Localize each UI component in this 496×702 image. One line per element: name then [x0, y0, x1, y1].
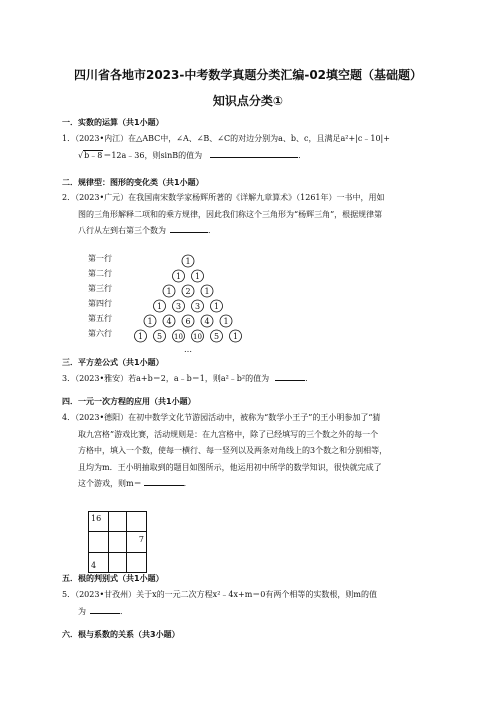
question-3-line-1: [62, 371, 434, 388]
question-2-end: ．: [208, 226, 216, 235]
question-5-line-2: [62, 604, 434, 621]
question-1: [62, 131, 434, 164]
triangle-node-value: 3: [194, 301, 201, 311]
question-4-line-3: 方格中，填入一个数，使每一横行、每一竖列以及两条对角线上的3个数之和分别相等，: [78, 446, 388, 455]
question-5: [62, 587, 434, 620]
answer-blank-4[interactable]: [144, 476, 184, 486]
question-1-end: ．: [298, 150, 307, 160]
grid-cell-1-3: [127, 512, 147, 532]
question-2: [62, 190, 434, 240]
question-5-line-1: 5．（2023•甘孜州）关于x的一元二次方程x²﹣4x+m＝0有两个相等的实数根，则m的值: [62, 590, 377, 599]
question-4-line-4: 且均为m．王小明抽取到的题目如图所示，他运用初中所学的数学知识，很快就完成了: [78, 462, 382, 472]
grid-cell-2-2: [109, 532, 127, 553]
triangle-node-value: 1: [156, 301, 163, 311]
section-heading-5: 五．根的判别式（共1小题）: [62, 574, 164, 583]
question-2-line-3-text: 八行从左到右第三个数为: [78, 226, 166, 235]
question-2-line-2: 图的三角形解释二项和的乘方规律，因此我们称这个三角形为“杨辉三角”，根据规律第: [78, 209, 383, 219]
triangle-node-value: 3: [175, 301, 182, 311]
question-3-text: 3．（2023•雅安）若a+b＝2，a﹣b＝1，则a²﹣b²的值为: [62, 374, 270, 383]
triangle-node-value: 5: [156, 331, 163, 341]
question-2-line-1: 2．（2023•广元）在我国南宋数学家杨辉所著的《详解九章算术》（1261年）一书中，用如: [62, 193, 385, 202]
answer-blank-2[interactable]: [170, 223, 208, 233]
answer-blank-1[interactable]: [210, 148, 298, 158]
grid-cell-3-2: [109, 553, 127, 573]
triangle-node-value: 1: [194, 271, 201, 281]
triangle-node-value: 1: [137, 331, 144, 341]
row-label-5: 第五行: [88, 314, 112, 323]
triangle-node-value: 4: [166, 316, 172, 326]
triangle-node-value: 1: [175, 271, 182, 281]
triangle-ellipsis: …: [184, 345, 192, 354]
question-1-sqrt: b﹣8: [84, 150, 103, 160]
triangle-node-value: 4: [204, 316, 210, 326]
grid-cell-1-2: [109, 512, 127, 532]
triangle-node-value: 1: [223, 316, 229, 326]
triangle-node-value: 10: [193, 332, 202, 341]
triangle-node-value: 1: [232, 331, 239, 341]
grid-cell-3-1: 4: [89, 553, 109, 573]
question-2-line-3: [62, 223, 434, 240]
triangle-node-value: 1: [213, 301, 220, 311]
question-4-line-5: [62, 476, 434, 493]
question-3: [62, 371, 434, 388]
question-4: [62, 410, 434, 493]
triangle-node-value: 1: [147, 316, 153, 326]
question-4-end: ．: [183, 479, 192, 488]
grid-cell-2-1: [89, 532, 109, 553]
question-1-line-2-text: ＝12a﹣36，则sinB的值为: [103, 150, 203, 160]
triangle-node-value: 10: [174, 332, 183, 341]
triangle-node-value: 1: [185, 256, 191, 266]
grid-cell-2-3: 7: [127, 532, 147, 553]
yang-hui-triangle: [130, 252, 250, 364]
row-label-1: 第一行: [88, 254, 112, 263]
triangle-node-value: 1: [166, 286, 172, 296]
section-heading-1: 一．实数的运算（共1小题）: [62, 118, 164, 127]
question-4-line-5-text: 这个游戏，则m＝: [78, 479, 142, 488]
question-5-line-2-text: 为: [78, 606, 86, 616]
row-label-4: 第四行: [88, 299, 112, 308]
answer-blank-3[interactable]: [275, 371, 305, 381]
section-heading-6: 六．根与系数的关系（共3小题）: [62, 630, 180, 639]
triangle-node-value: 1: [204, 286, 210, 296]
magic-square-grid: [88, 511, 147, 573]
question-4-line-2: 取九宫格”游戏比赛，活动规则是：在九宫格中，除了已经填写的三个数之外的每一个: [78, 429, 379, 439]
document-title: 四川省各地市2023-中考数学真题分类汇编-02填空题（基础题）: [73, 68, 423, 82]
question-5-end: ．: [120, 606, 128, 616]
question-1-line-2: √b﹣8＝12a﹣36，则sinB的值为 ．: [62, 148, 434, 165]
question-3-end: ．: [305, 374, 314, 383]
grid-cell-3-3: [127, 553, 147, 573]
grid-cell-1-1: 16: [89, 512, 109, 532]
document-subtitle: 知识点分类①: [212, 94, 284, 108]
question-4-line-1: 4．（2023•德阳）在初中数学文化节游园活动中，被称为“数学小王子”的王小明参加了“猜: [62, 413, 381, 422]
section-heading-4: 四．一元一次方程的应用（共1小题）: [62, 397, 196, 406]
section-heading-2: 二．规律型：图形的变化类（共1小题）: [62, 178, 204, 187]
triangle-node-value: 2: [185, 286, 191, 296]
row-label-6: 第六行: [88, 329, 112, 338]
row-label-2: 第二行: [88, 269, 112, 278]
section-heading-3: 三．平方差公式（共1小题）: [62, 358, 164, 367]
triangle-node-value: 6: [185, 316, 191, 326]
triangle-node-value: 5: [213, 331, 220, 341]
row-label-3: 第三行: [88, 284, 112, 293]
question-1-line-1: 1．（2023•内江）在△ABC中，∠A、∠B、∠C的对边分别为a、b、c，且满足a²+|c﹣10|+: [62, 134, 390, 143]
answer-blank-5[interactable]: [90, 604, 120, 614]
